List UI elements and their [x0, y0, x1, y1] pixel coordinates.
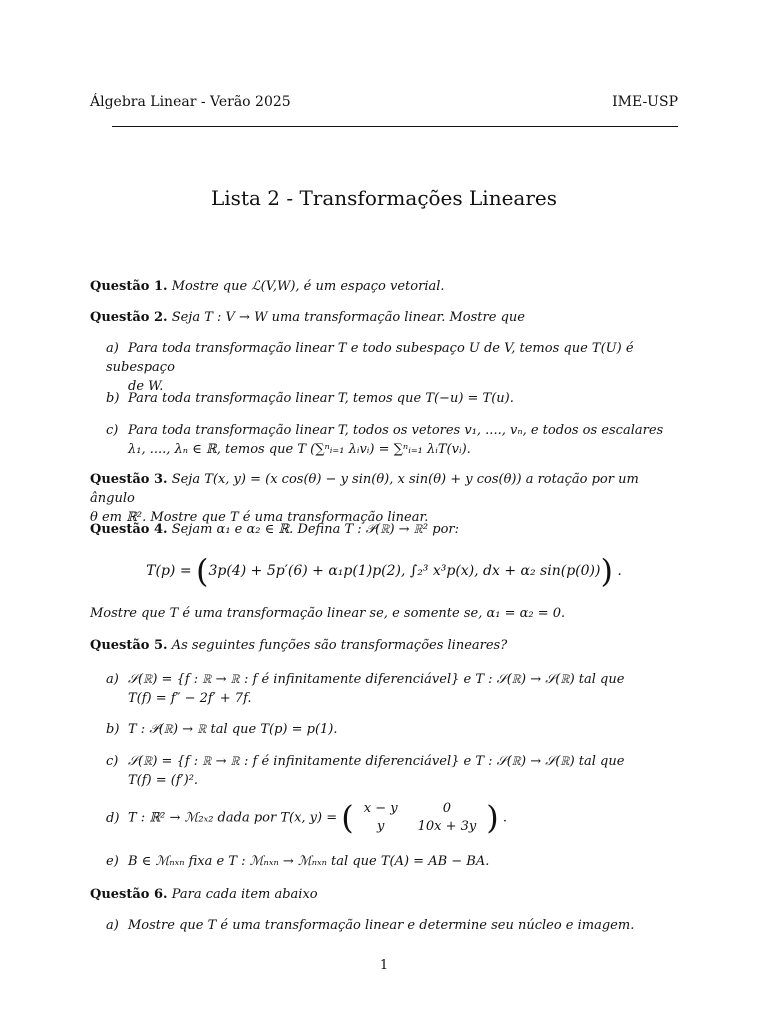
question-5-item-e [106, 852, 680, 871]
item-text-cont: T(f) = f″ − 2f′ + 7f. [128, 691, 252, 706]
question-4 [90, 520, 680, 539]
question-5-text: As seguintes funções são transformações lineares? [171, 638, 508, 653]
item-text: T : 𝒫(ℝ) → ℝ tal que T(p) = p(1). [128, 722, 338, 737]
item-text-cont: T(f) = (f′)². [128, 773, 199, 788]
item-text-cont: λ₁, ...., λₙ ∈ ℝ, temos que T (∑ⁿᵢ₌₁ λᵢvᵢ) = ∑ⁿᵢ₌₁ λᵢT(vᵢ). [128, 442, 471, 457]
item-label: a) [106, 672, 119, 687]
item-label: c) [106, 423, 119, 438]
question-1-label: Questão 1. [90, 279, 168, 294]
item-label: e) [106, 854, 119, 869]
question-5 [90, 636, 680, 655]
question-6-item-a [106, 916, 680, 935]
question-3-text: Seja T(x, y) = (x cos(θ) − y sin(θ), x sin(θ) + y cos(θ)) a rotação por um ângulo [90, 472, 639, 506]
question-5-item-a [106, 670, 680, 708]
formula-body: 3p(4) + 5p′(6) + α₁p(1)p(2), ∫₂³ x³p(x), dx + α₂ sin(p(0)) [208, 563, 601, 579]
question-6-label: Questão 6. [90, 887, 168, 902]
question-3-text-cont: θ em ℝ². Mostre que T é uma transformação linear. [90, 510, 429, 525]
header-rule [112, 126, 678, 127]
item-label: b) [106, 722, 120, 737]
course-title: Álgebra Linear - Verão 2025 [90, 94, 291, 110]
item-label: a) [106, 341, 119, 356]
matrix-cell: 10x + 3y [417, 819, 477, 834]
question-2-text: Seja T : V → W uma transformação linear. Mostre que [171, 310, 525, 325]
question-5-label: Questão 5. [90, 638, 168, 653]
question-2-item-a [106, 339, 680, 396]
question-2-label: Questão 2. [90, 310, 168, 325]
matrix-cell: y [376, 819, 385, 834]
item-text: Para toda transformação linear T, temos que T(−u) = T(u). [128, 391, 514, 406]
item-text: 𝒮(ℝ) = {f : ℝ → ℝ : f é infinitamente diferenciável} e T : 𝒮(ℝ) → 𝒮(ℝ) tal que [128, 672, 625, 687]
item-label: b) [106, 391, 120, 406]
item-text-cont: de W. [128, 379, 164, 394]
matrix-cell: 0 [442, 801, 452, 816]
question-5-item-b [106, 720, 680, 739]
question-5-item-c [106, 752, 680, 790]
question-4-label: Questão 4. [90, 522, 168, 537]
matrix-left-paren: ( [341, 798, 354, 837]
question-4-conclusion: Mostre que T é uma transformação linear se, e somente se, α₁ = α₂ = 0. [90, 606, 566, 621]
matrix-cell: x − y [363, 801, 398, 816]
item-text: Mostre que T é uma transformação linear e determine seu núcleo e imagem. [128, 918, 635, 933]
question-1 [90, 277, 680, 296]
item-label: c) [106, 754, 119, 769]
question-4-formula [0, 552, 768, 590]
question-3-label: Questão 3. [90, 472, 168, 487]
item-text: Para toda transformação linear T, todos os vetores v₁, ...., vₙ, e todos os escalares [128, 423, 664, 438]
item-text: Para toda transformação linear T e todo subespaço U de V, temos que T(U) é subespaço [106, 341, 634, 375]
matrix-right-paren: ) [486, 798, 499, 837]
question-6 [90, 885, 680, 904]
left-paren: ( [196, 552, 209, 590]
right-paren: ) [600, 552, 613, 590]
question-1-text: Mostre que ℒ(V,W), é um espaço vetorial. [171, 279, 445, 294]
page-number: 1 [379, 958, 389, 973]
institution: IME-USP [612, 94, 678, 110]
question-3 [90, 470, 680, 527]
item-label: a) [106, 918, 119, 933]
question-2-item-c [106, 421, 680, 459]
item-label: d) [106, 810, 120, 826]
matrix-table [354, 800, 487, 836]
question-2-item-b [106, 389, 680, 408]
page-title: Lista 2 - Transformações Lineares [211, 186, 557, 210]
question-2 [90, 308, 680, 327]
matrix [341, 800, 498, 836]
question-5-item-d [106, 800, 680, 836]
question-4-text: Sejam α₁ e α₂ ∈ ℝ. Defina T : 𝒫(ℝ) → ℝ² por: [171, 522, 459, 537]
formula-end: . [617, 563, 622, 579]
item-text: T : ℝ² → ℳ₂ₓ₂ dada por T(x, y) = [128, 810, 338, 826]
item-end: . [502, 810, 508, 826]
item-text: 𝒮(ℝ) = {f : ℝ → ℝ : f é infinitamente diferenciável} e T : 𝒮(ℝ) → 𝒮(ℝ) tal que [128, 754, 625, 769]
question-6-text: Para cada item abaixo [171, 887, 318, 902]
item-text: B ∈ ℳₙₓₙ fixa e T : ℳₙₓₙ → ℳₙₓₙ tal que T(A) = AB − BA. [128, 854, 490, 869]
formula-lhs: T(p) = [146, 563, 192, 579]
